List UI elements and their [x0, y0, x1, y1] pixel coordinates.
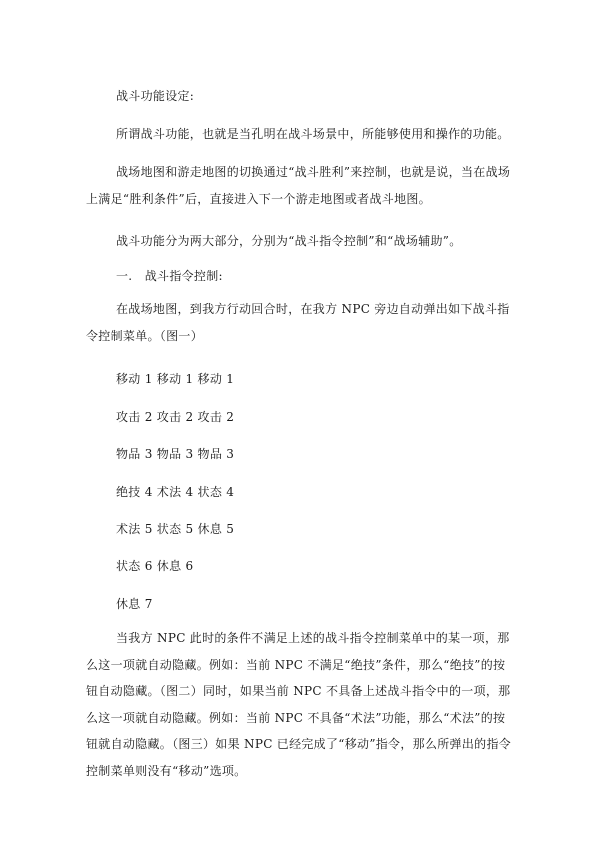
menu-line: 术法 5 状态 5 休息 5	[116, 522, 235, 536]
menu-line: 绝技 4 术法 4 状态 4	[116, 485, 235, 499]
menu-line: 休息 7	[116, 597, 153, 611]
menu-line: 物品 3 物品 3 物品 3	[116, 447, 235, 461]
section-heading: 战斗功能设定:	[116, 89, 195, 103]
menu-line: 攻击 2 攻击 2 攻击 2	[116, 410, 235, 424]
paragraph-popup-menu: 在战场地图，到我方行动回合时，在我方 NPC 旁边自动弹出如下战斗指令控制菜单。（图一）	[86, 302, 510, 343]
section-title-command-control: 一. 战斗指令控制:	[116, 269, 223, 283]
paragraph-two-parts: 战斗功能分为两大部分，分别为“战斗指令控制”和“战场辅助”。	[116, 234, 462, 248]
paragraph-map-switch: 战场地图和游走地图的切换通过“战斗胜利”来控制，也就是说，当在战场上满足“胜利条件”后，直接进入下一个游走地图或者战斗地图。	[86, 165, 511, 206]
menu-line: 状态 6 休息 6	[116, 559, 194, 573]
paragraph-definition: 所谓战斗功能，也就是当孔明在战斗场景中，所能够使用和操作的功能。	[116, 127, 510, 141]
paragraph-auto-hide: 当我方 NPC 此时的条件不满足上述的战斗指令控制菜单中的某一项，那么这一项就自动隐藏。例如：当前 NPC 不满足“绝技”条件，那么“绝技”的按钮自动隐藏。（图二）同时，如果当前 NPC 不具备上述战斗指令中的一项，那么这一项就自动隐藏。例如：当前 NPC 不具备“术法”功能，那么“术法”的按钮就自动隐藏。（图三）如果 NPC 已经完成了“移动”指令，那么所弹出的指令控制菜单则没有“移动”选项。	[86, 631, 512, 778]
menu-line: 移动 1 移动 1 移动 1	[116, 372, 235, 386]
